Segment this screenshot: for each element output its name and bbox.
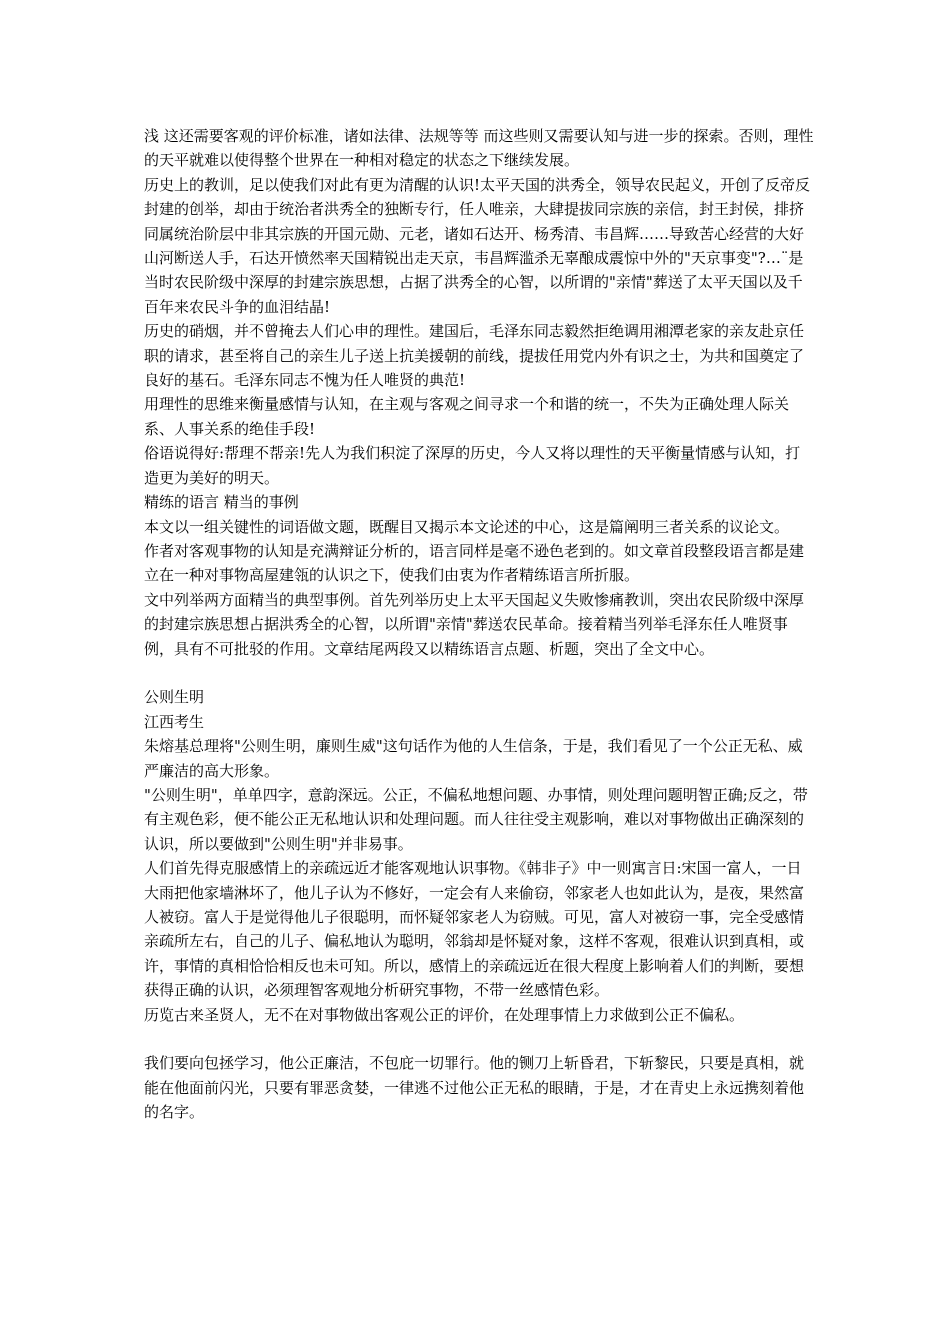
paragraph: 人们首先得克服感情上的亲疏远近才能客观地认识事物。《韩非子》中一则寓言日:宋国一富人，一日大雨把他家墙淋坏了，他儿子认为不修好，一定会有人来偷窃，邻家老人也如此认为，是夜，果然富人被窃。富人于是觉得他儿子很聪明，而怀疑邻家老人为窃贼。可见，富人对被窃一事，完全受感情亲疏所左右，自己的儿子、偏私地认为聪明，邻翁却是怀疑对象，这样不客观，很难认识到真相，或许，事情的真相恰恰相反也未可知。所以，感情上的亲疏远近在很大程度上影响着人们的判断，要想获得正确的认识，必须理智客观地分析研究事物，不带一丝感情色彩。 — [144, 859, 805, 1000]
essay-title: 公则生明 — [144, 688, 205, 707]
blank-line — [144, 661, 814, 685]
blank-line — [144, 1027, 814, 1051]
commentary-heading: 精练的语言 精当的事例 — [144, 493, 299, 512]
paragraph: 历史的硝烟，并不曾掩去人们心申的理性。建国后，毛泽东同志毅然拒绝调用湘潭老家的亲友赴京任职的请求，甚至将自己的亲生儿子送上抗美援朝的前线，提拔任用党内外有识之士，为共和国奠定了良好的基石。毛泽东同志不愧为任人唯贤的典范! — [144, 322, 805, 390]
paragraph: 用理性的思维来衡量感情与认知，在主观与客观之间寻求一个和谐的统一，不失为正确处理人际关系、人事关系的绝佳手段! — [144, 395, 790, 438]
paragraph: 历史上的教训，足以使我们对此有更为清醒的认识!太平天国的洪秀全，领导农民起义，开创了反帝反封建的创举，却由于统治者洪秀全的独断专行，任人唯亲，大肆提拔同宗族的亲信，封王封侯，排挤同属统治阶层中非其宗族的开国元勋、元老，诸如石达开、杨秀清、韦昌辉……导致苦心经营的大好山河断送人手，石达开愤然率天国精锐出走天京，韦昌辉滥杀无辜酿成震惊中外的"天京事变"?…¨是当时农民阶级中深厚的封建宗族思想，占据了洪秀全的心智，以所谓的"亲情"葬送了太平天国以及千百年来农民斗争的血泪结晶! — [144, 175, 811, 316]
paragraph: 文中列举两方面精当的典型事例。首先列举历史上太平天国起义失败惨痛教训，突出农民阶级中深厚的封建宗族思想占据洪秀全的心智，以所谓"亲情"葬送农民革命。接着精当列举毛泽东任人唯贤事例，具有不可批驳的作用。文章结尾两段又以精练语言点题、析题，突出了全文中心。 — [144, 590, 805, 658]
paragraph: 本文以一组关键性的词语做文题，既醒目又揭示本文论述的中心，这是篇阐明三者关系的议论文。 — [144, 517, 790, 536]
paragraph: "公则生明"，单单四字，意韵深远。公正，不偏私地想问题、办事情，则处理问题明智正确;反之，带有主观色彩，便不能公正无私地认识和处理问题。而人往往受主观影响，难以对事物做出正确深刻的认识，所以要做到"公则生明"并非易事。 — [144, 785, 808, 853]
paragraph: 历览古来圣贤人，无不在对事物做出客观公正的评价，在处理事情上力求做到公正不偏私。 — [144, 1005, 745, 1024]
paragraph: 我们要向包拯学习，他公正廉洁，不包庇一切罪行。他的铡刀上斩昏君，下斩黎民，只要是真相，就能在他面前闪光，只要有罪恶贪婪，一律逃不过他公正无私的眼睛，于是，才在青史上永远携刻着他的名字。 — [144, 1054, 805, 1122]
paragraph: 作者对客观事物的认知是充满辩证分析的，语言同样是毫不逊色老到的。如文章首段整段语言都是建立在一种对事物高屋建瓴的认识之下，使我们由衷为作者精练语言所折服。 — [144, 541, 805, 585]
paragraph: 俗语说得好:帮理不帮亲!先人为我们积淀了深厚的历史，今人又将以理性的天平衡量情感与认知，打造更为美好的明天。 — [144, 444, 801, 487]
essay-author: 江西考生 — [144, 712, 205, 731]
paragraph: 浅 这还需要客观的评价标准，诸如法律、法规等等 而这些则又需要认知与进一步的探索。否则，理性的天平就难以使得整个世界在一种相对稳定的状态之下继续发展。 — [144, 127, 814, 170]
paragraph: 朱熔基总理将"公则生明，廉则生威"这句话作为他的人生信条，于是，我们看见了一个公正无私、威严廉洁的高大形象。 — [144, 737, 803, 780]
document-page — [144, 124, 814, 1125]
